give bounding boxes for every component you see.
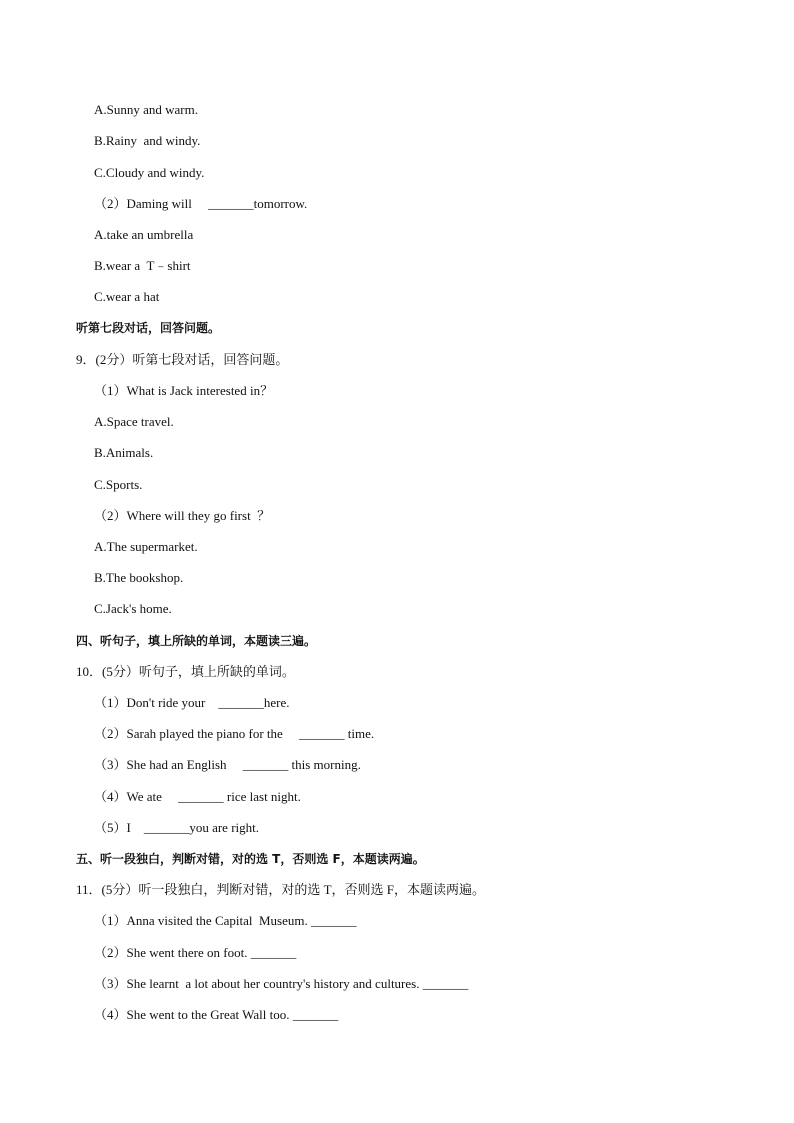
sub-question: （2）She went there on foot. _______ — [94, 945, 297, 960]
sub-question: （2）Daming will _______tomorrow. — [94, 196, 308, 211]
sub-question: （1）What is Jack interested in？ — [94, 383, 274, 398]
answer-option: B.Animals. — [94, 445, 154, 460]
section-heading: 五、听一段独白，判断对错，对的选 T，否则选 F，本题读两遍。 — [76, 852, 425, 866]
answer-option: A.take an umbrella — [94, 227, 194, 242]
answer-option: B.The bookshop. — [94, 570, 184, 585]
sub-question: （1）Don't ride your _______here. — [94, 695, 290, 710]
sub-question: （4）We ate _______ rice last night. — [94, 789, 301, 804]
answer-option: A.Space travel. — [94, 414, 174, 429]
sub-question: （2）Sarah played the piano for the _______ time. — [94, 726, 375, 741]
answer-option: B.Rainy and windy. — [94, 133, 201, 148]
sub-question: （3）She learnt a lot about her country's history and cultures. _______ — [94, 976, 469, 991]
answer-option: C.Jack's home. — [94, 601, 172, 616]
answer-option: C.Sports. — [94, 477, 143, 492]
answer-option: C.Cloudy and windy. — [94, 165, 205, 180]
answer-option: A.Sunny and warm. — [94, 102, 198, 117]
question-stem: 10．(5分）听句子，填上所缺的单词。 — [76, 664, 295, 679]
answer-option: A.The supermarket. — [94, 539, 198, 554]
sub-question: （5）I _______you are right. — [94, 820, 260, 835]
question-stem: 9．(2分）听第七段对话，回答问题。 — [76, 352, 289, 367]
sub-question: （3）She had an English _______ this morning. — [94, 757, 361, 772]
section-heading: 四、听句子，填上所缺的单词，本题读三遍。 — [76, 634, 317, 648]
sub-question: （2）Where will they go first ？ — [94, 508, 271, 523]
question-stem: 11．(5分）听一段独白，判断对错，对的选 T，否则选 F，本题读两遍。 — [76, 882, 486, 897]
answer-option: C.wear a hat — [94, 289, 160, 304]
answer-option: B.wear a T﹣shirt — [94, 258, 191, 273]
sub-question: （4）She went to the Great Wall too. _______ — [94, 1007, 339, 1022]
section-heading: 听第七段对话，回答问题。 — [76, 321, 221, 335]
sub-question: （1）Anna visited the Capital Museum. _______ — [94, 913, 357, 928]
